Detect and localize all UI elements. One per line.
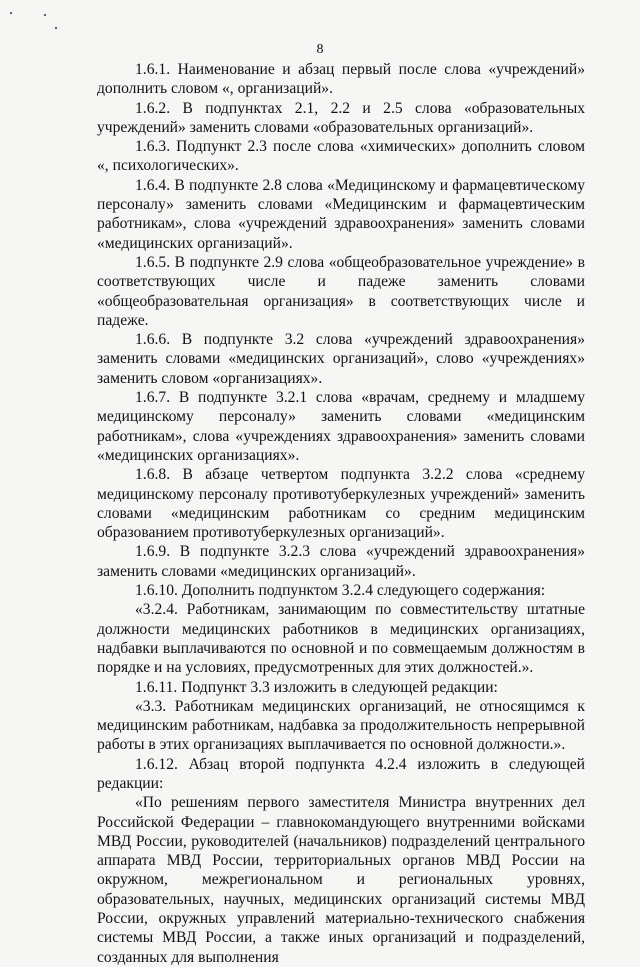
scan-speck: [10, 12, 12, 14]
paragraph-1-6-8: 1.6.8. В абзаце четвертом подпункта 3.2.2 слова «среднему медицинскому персоналу противотуберкулезных учреждений» заменить словами «медицинским работникам со средним медицинским образованием противотуберкулезных организаций».: [97, 466, 585, 542]
paragraph-1-6-3: 1.6.3. Подпункт 2.3 после слова «химических» дополнить словом «, психологических».: [97, 138, 585, 175]
paragraph-1-6-4: 1.6.4. В подпункте 2.8 слова «Медицинскому и фармацевтическому персоналу» заменить словами «Медицинским и фармацевтическим работникам», слова «учреждений здравоохранения» заменить словами «медицинских организаций».: [97, 176, 585, 252]
paragraph-1-6-12: 1.6.12. Абзац второй подпункта 4.2.4 изложить в следующей редакции:: [97, 755, 585, 792]
paragraph-1-6-6: 1.6.6. В подпункте 3.2 слова «учреждений здравоохранения» заменить словами «медицинских организаций», слово «учреждениях» заменить словом «организациях».: [97, 331, 585, 387]
paragraph-1-6-7: 1.6.7. В подпункте 3.2.1 слова «врачам, среднему и младшему медицинскому персоналу» заменить словами «медицинским работникам», слова «учреждениях здравоохранения» заменить словами «медицинских организациях».: [97, 389, 585, 464]
paragraph-1-6-11: 1.6.11. Подпункт 3.3 изложить в следующей редакции:: [135, 678, 498, 696]
scan-speck: [44, 14, 46, 16]
paragraph-1-6-9: 1.6.9. В подпункте 3.2.3 слова «учреждений здравоохранения» заменить словами «медицинских организаций».: [97, 543, 585, 580]
paragraph-1-6-2: 1.6.2. В подпунктах 2.1, 2.2 и 2.5 слова «образовательных учреждений» заменить словами «образовательных организаций».: [97, 99, 585, 136]
quoted-subparagraph-3-3: «3.3. Работникам медицинских организаций, не относящимся к медицинским работникам, надбавка за продолжительность непрерывной работы в этих организациях выплачивается по основной должности.».: [97, 697, 585, 754]
paragraph-1-6-5: 1.6.5. В подпункте 2.9 слова «общеобразовательное учреждение» в соответствующих числе и падеже заменить словами «общеобразовательная организация» в соответствующих числе и падеже.: [97, 253, 585, 329]
quoted-subparagraph-3-2-4: «3.2.4. Работникам, занимающим по совместительству штатные должности медицинских работников в медицинских организациях, надбавки выплачиваются по основной и по совмещаемым должностям в порядке и на условиях, предусмотренных для этих должностей.».: [97, 601, 585, 677]
document-body: [97, 60, 585, 967]
quoted-paragraph-4-2-4: «По решениям первого заместителя Министра внутренних дел Российской Федерации – главнокомандующего внутренними войсками МВД России, руководителей (начальников) подразделений центрального аппарата МВД России, территориальных органов МВД России на окружном, межрегиональном и региональных уровнях, образовательных, научных, медицинских организаций системы МВД России, окружных управлений материально-технического снабжения системы МВД России, а также иных организаций и подразделений, созданных для выполнения: [97, 794, 585, 966]
page-number: 8: [316, 42, 324, 57]
paragraph-1-6-1: 1.6.1. Наименование и абзац первый после слова «учреждений» дополнить словом «, организаций».: [97, 61, 585, 98]
scan-speck: [55, 27, 57, 29]
paragraph-1-6-10: 1.6.10. Дополнить подпунктом 3.2.4 следующего содержания:: [135, 582, 546, 600]
